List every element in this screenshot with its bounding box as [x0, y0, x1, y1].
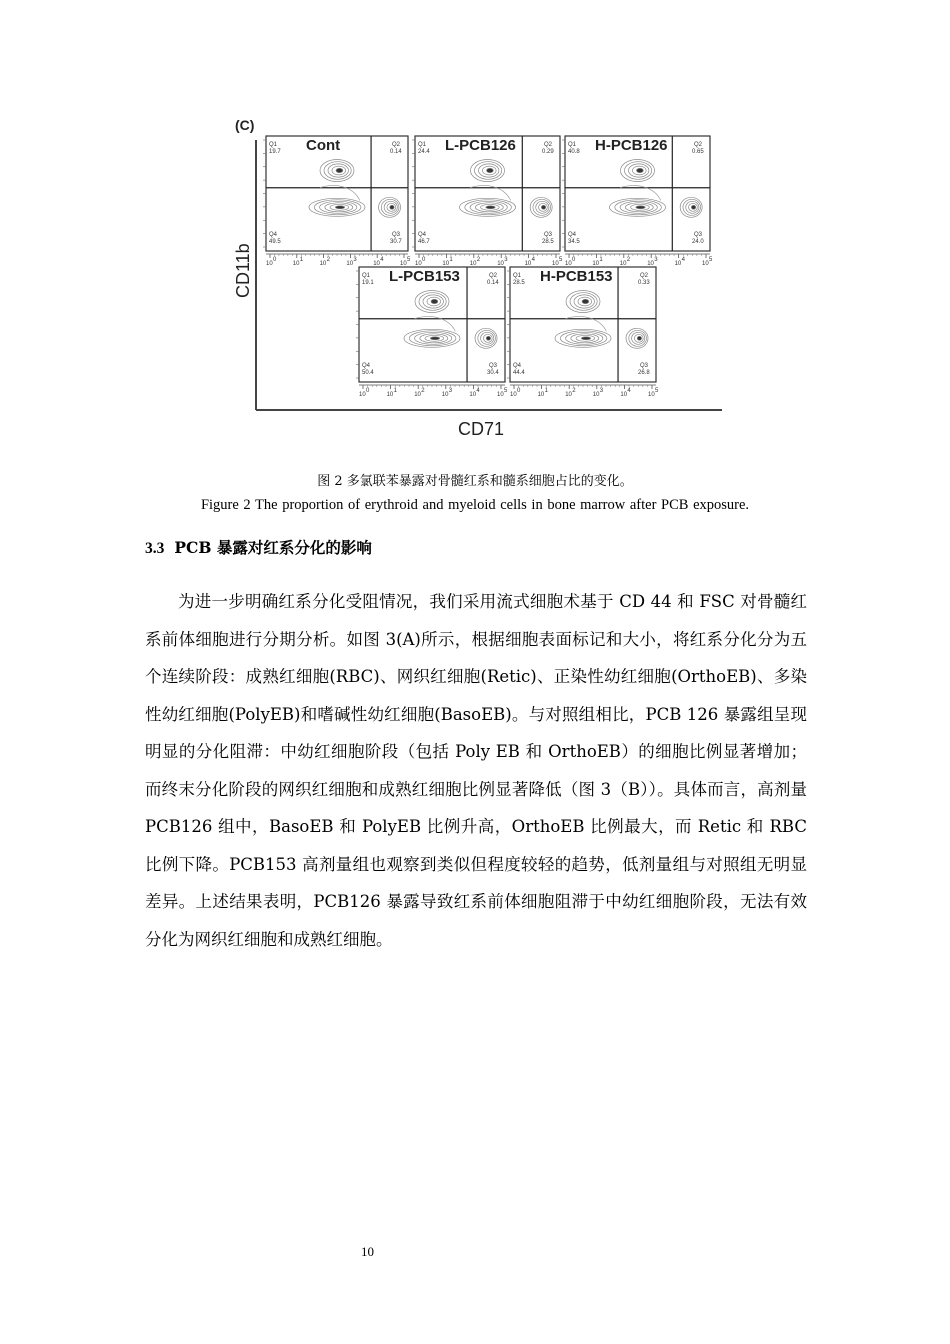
q2-value: 0.14 [390, 149, 402, 155]
q4-value: 50.4 [362, 370, 374, 376]
q4-name: Q4 [269, 232, 278, 238]
contour-ring-0 [390, 205, 394, 209]
scatter-panel-1 [263, 136, 411, 267]
x-tick-label: 10 [619, 261, 627, 267]
x-tick-label: 10 [292, 261, 300, 267]
x-tick-exponent: 5 [407, 257, 411, 263]
x-tick-exponent: 1 [599, 257, 603, 263]
x-tick-exponent: 1 [393, 388, 397, 394]
q3-name: Q3 [544, 232, 553, 238]
q1-value: 19.7 [269, 149, 281, 155]
x-tick-label: 10 [469, 392, 477, 398]
q2-name: Q2 [489, 273, 498, 279]
panel-title: L-PCB126 [445, 137, 516, 154]
x-tick-label: 10 [592, 261, 600, 267]
figure-caption-zh: 图 2 多氯联苯暴露对骨髓红系和髓系细胞占比的变化。 [317, 474, 633, 489]
x-tick-exponent: 1 [544, 388, 548, 394]
y-axis-title: CD11b [233, 243, 253, 298]
x-tick-label: 10 [497, 392, 504, 398]
q1-name: Q1 [418, 142, 427, 148]
q4-value: 44.4 [513, 370, 525, 376]
x-tick-label: 10 [386, 392, 394, 398]
q4-name: Q4 [418, 232, 427, 238]
x-tick-label: 10 [620, 392, 628, 398]
x-tick-exponent: 0 [366, 388, 370, 394]
x-tick-label: 10 [552, 261, 559, 267]
x-tick-label: 10 [702, 261, 709, 267]
q2-value: 0.33 [638, 280, 650, 286]
x-tick-label: 10 [373, 261, 380, 267]
q2-value: 0.14 [487, 280, 499, 286]
x-tick-exponent: 4 [476, 388, 480, 394]
q4-name: Q4 [513, 363, 522, 369]
q4-value: 34.5 [568, 239, 580, 245]
q1-name: Q1 [568, 142, 577, 148]
q4-name: Q4 [362, 363, 371, 369]
x-tick-label: 10 [592, 392, 600, 398]
q4-value: 46.7 [418, 239, 430, 245]
contour-ring-2 [691, 205, 695, 209]
x-tick-exponent: 1 [449, 257, 453, 263]
q1-value: 40.8 [568, 149, 580, 155]
q2-name: Q2 [640, 273, 649, 279]
contour-ring-1 [541, 205, 545, 209]
x-tick-exponent: 4 [531, 257, 535, 263]
x-tick-exponent: 0 [572, 257, 576, 263]
q3-name: Q3 [640, 363, 649, 369]
q3-name: Q3 [392, 232, 401, 238]
q2-name: Q2 [544, 142, 553, 148]
x-tick-exponent: 3 [448, 388, 453, 394]
body-paragraph: 为进一步明确红系分化受阻情况，我们采用流式细胞术基于 CD 44 和 FSC 对骨髓红系前体细胞进行分期分析。如图 3(A)所示，根据细胞表面标记和大小，将红系分化分为五个连续阶段：成熟红细胞(RBC)、网织红细胞(Retic)、正染性幼红细胞(OrthoEB)、多染性幼红细胞(PolyEB)和嗜碱性幼红细胞(BasoEB)。与对照组相比，PCB 126 暴露组呈现明显的分化阻滞：中幼红细胞阶段（包括 Poly EB 和 OrthoEB）的细胞比例显著增加；而终末分化阶段的网织红细胞和成熟红细胞比例显著降低（图 3（B））。具体而言，高剂量 PCB126 组中，BasoEB 和 PolyEB 比例升高，OrthoEB 比例最大，而 Retic 和 RBC 比例下降。PCB153 高剂量组也观察到类似但程度较轻的趋势，低剂量组与对照组无明显差异。上述结果表明，PCB126 暴露导致红系前体细胞阻滞于中幼红细胞阶段，无法有效分化为网织红细胞和成熟红细胞。 [145, 592, 807, 949]
contour-ring-0 [335, 206, 344, 209]
q2-name: Q2 [392, 142, 401, 148]
q1-name: Q1 [513, 273, 522, 279]
x-tick-exponent: 3 [654, 257, 658, 263]
x-tick-exponent: 4 [681, 257, 685, 263]
x-axis-title: CD71 [458, 419, 505, 439]
q1-value: 28.5 [513, 280, 525, 286]
q1-name: Q1 [269, 142, 278, 148]
panel-title: Cont [306, 137, 341, 154]
q2-value: 0.29 [542, 149, 554, 155]
q2-value: 0.65 [692, 149, 704, 155]
q1-value: 24.4 [418, 149, 430, 155]
panel-title: L-PCB153 [389, 268, 460, 285]
q3-value: 30.7 [390, 239, 402, 245]
x-tick-label: 10 [647, 261, 654, 267]
x-tick-exponent: 2 [572, 388, 576, 394]
contour-ring-1 [486, 206, 495, 209]
section-heading [145, 536, 372, 558]
x-tick-exponent: 5 [559, 257, 563, 263]
x-tick-label: 10 [648, 392, 655, 398]
q1-value: 19.1 [362, 280, 374, 286]
x-tick-label: 10 [510, 392, 517, 398]
flow-cytometry-svg [225, 112, 730, 447]
x-tick-exponent: 3 [353, 257, 357, 263]
x-tick-label: 10 [266, 261, 273, 267]
x-tick-exponent: 5 [655, 388, 659, 394]
scatter-panel-5 [507, 267, 659, 398]
x-tick-label: 10 [674, 261, 682, 267]
x-tick-exponent: 2 [626, 257, 631, 263]
x-tick-exponent: 0 [273, 257, 277, 263]
q3-name: Q3 [489, 363, 498, 369]
x-tick-exponent: 0 [422, 257, 426, 263]
contour-ring-3 [431, 299, 438, 303]
x-tick-label: 10 [346, 261, 354, 267]
x-tick-exponent: 1 [299, 257, 304, 263]
x-tick-label: 10 [400, 261, 407, 267]
x-tick-label: 10 [319, 261, 327, 267]
x-tick-label: 10 [565, 392, 572, 398]
x-tick-label: 10 [415, 261, 422, 267]
q1-name: Q1 [362, 273, 371, 279]
q3-value: 28.5 [542, 239, 554, 245]
x-tick-label: 10 [524, 261, 532, 267]
q3-value: 26.8 [638, 370, 650, 376]
x-tick-exponent: 4 [380, 257, 384, 263]
x-tick-exponent: 4 [627, 388, 631, 394]
contour-ring-3 [430, 337, 439, 340]
section-number: 3.3 [145, 540, 165, 557]
x-tick-label: 10 [469, 261, 477, 267]
x-tick-label: 10 [497, 261, 504, 267]
figure-caption-en: Figure 2 The proportion of erythroid and myeloid cells in bone marrow after PCB exposure. [200, 497, 750, 513]
x-tick-exponent: 2 [476, 257, 481, 263]
contour-ring-3 [486, 336, 490, 340]
panel-title: H-PCB153 [540, 268, 613, 285]
q4-name: Q4 [568, 232, 577, 238]
x-tick-exponent: 5 [709, 257, 713, 263]
contour-ring-4 [582, 299, 589, 303]
contour-ring-4 [637, 336, 641, 340]
x-tick-label: 10 [414, 392, 421, 398]
x-tick-label: 10 [565, 261, 572, 267]
contour-ring-0 [336, 168, 343, 172]
x-tick-exponent: 3 [599, 388, 604, 394]
x-tick-label: 10 [442, 261, 450, 267]
q4-value: 49.5 [269, 239, 281, 245]
contour-ring-1 [487, 168, 494, 172]
q3-name: Q3 [694, 232, 703, 238]
x-tick-exponent: 5 [504, 388, 508, 394]
scatter-panel-2 [412, 136, 563, 267]
x-tick-exponent: 3 [504, 257, 508, 263]
q3-value: 30.4 [487, 370, 499, 376]
x-tick-label: 10 [359, 392, 366, 398]
q3-value: 24.0 [692, 239, 704, 245]
x-tick-exponent: 2 [326, 257, 330, 263]
x-tick-label: 10 [537, 392, 545, 398]
x-tick-exponent: 0 [517, 388, 521, 394]
scatter-panel-3 [562, 136, 713, 267]
x-tick-exponent: 2 [421, 388, 425, 394]
x-tick-label: 10 [441, 392, 449, 398]
contour-ring-2 [636, 206, 645, 209]
panel-letter: (C) [235, 117, 255, 133]
flow-cytometry-figure [225, 112, 730, 447]
page-number: 10 [361, 1244, 374, 1259]
scatter-panel-4 [356, 267, 508, 398]
section-title: PCB 暴露对红系分化的影响 [174, 538, 372, 557]
contour-ring-4 [581, 337, 590, 340]
contour-ring-2 [637, 168, 644, 172]
q2-name: Q2 [694, 142, 703, 148]
panel-title: H-PCB126 [595, 137, 668, 154]
